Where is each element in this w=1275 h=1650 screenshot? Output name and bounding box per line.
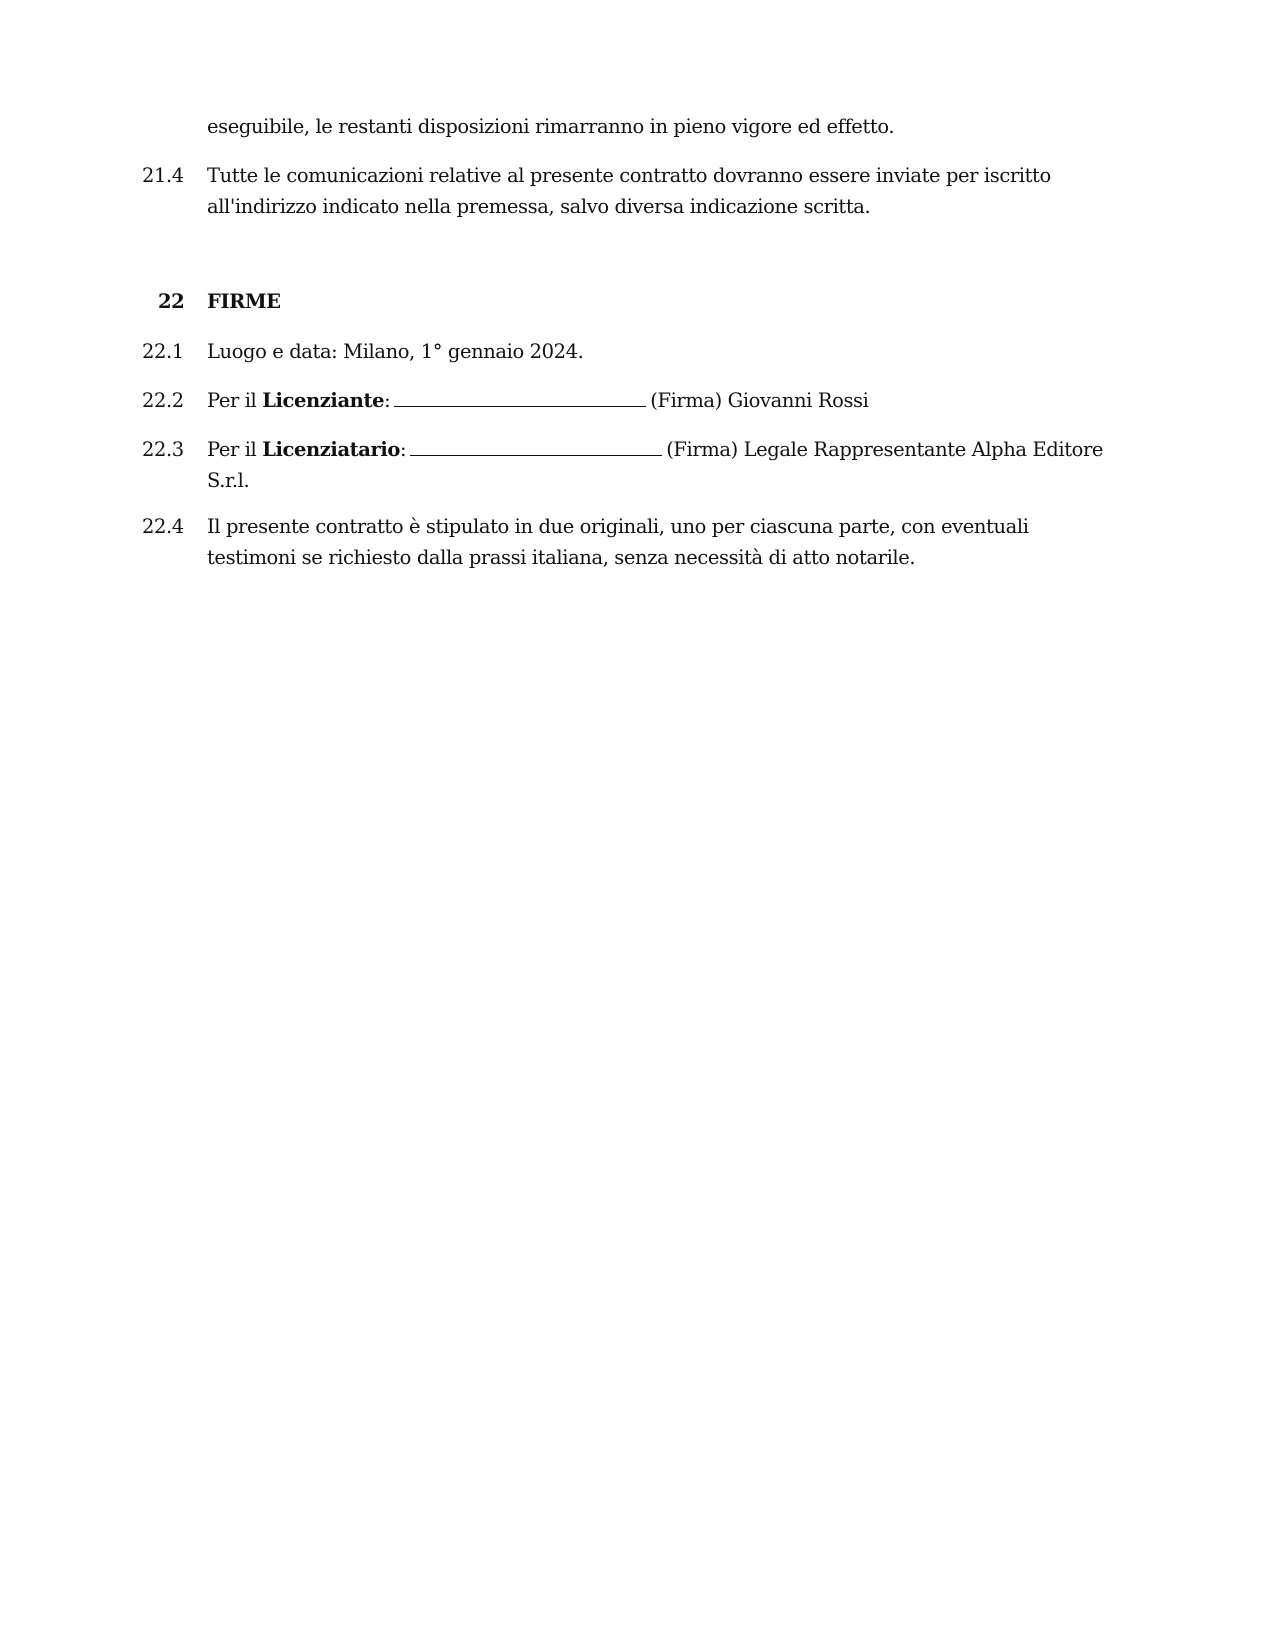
clause-text (207, 160, 1127, 222)
clause-number: 21.4 (142, 164, 184, 187)
clause-text (207, 385, 1127, 416)
clause-number: 22.2 (142, 389, 184, 412)
party-name: Licenziatario (262, 438, 401, 461)
clause-prefix: Per il (207, 389, 263, 412)
colon: : (384, 389, 391, 412)
colon: : (400, 438, 407, 461)
clause-number: 22.3 (142, 438, 184, 461)
clause-line: all'indirizzo indicato nella premessa, salvo diversa indicazione scritta. (207, 195, 871, 218)
clause-text: eseguibile, le restanti disposizioni rimarranno in pieno vigore ed effetto. (207, 115, 895, 138)
signature-line (410, 437, 662, 456)
clause-number: 22.4 (142, 515, 184, 538)
section-number: 22 (158, 290, 185, 313)
clause-text (207, 511, 1127, 573)
party-name: Licenziante (262, 389, 385, 412)
clause-number: 22.1 (142, 340, 184, 363)
clause-prefix: Per il (207, 438, 263, 461)
clause-line: testimoni se richiesto dalla prassi italiana, senza necessità di atto notarile. (207, 546, 916, 569)
section-title: FIRME (207, 290, 281, 313)
signature-line (394, 388, 646, 407)
clause-line: Tutte le comunicazioni relative al presente contratto dovranno essere inviate per iscritto (207, 164, 1051, 187)
clause-text (207, 434, 1127, 496)
signatory: (Firma) Giovanni Rossi (650, 389, 869, 412)
signatory: (Firma) Legale Rappresentante Alpha Editore (666, 438, 1104, 461)
clause-line: S.r.l. (207, 469, 250, 492)
clause-line: Il presente contratto è stipulato in due originali, uno per ciascuna parte, con eventuali (207, 515, 1029, 538)
clause-text: Luogo e data: Milano, 1° gennaio 2024. (207, 340, 584, 363)
